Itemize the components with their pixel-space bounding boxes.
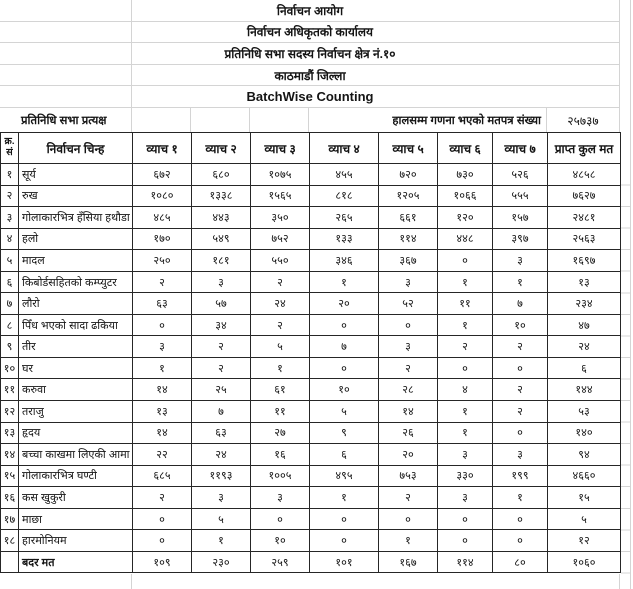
batch-3-value-cell: १० <box>251 530 310 552</box>
batch-3-value-cell: १६ <box>251 444 310 466</box>
batch-4-value-cell: १ <box>310 272 379 294</box>
batch-7-value-cell: १९९ <box>493 466 548 488</box>
batch-4-value-cell: ५ <box>310 401 379 423</box>
batch-7-value-cell: १५७ <box>493 207 548 229</box>
batch-2-value-cell: ४४३ <box>192 207 251 229</box>
batch-1-value-cell: ६७२ <box>133 164 192 186</box>
title-batchwise-counting <box>0 86 620 108</box>
title-election-office-text: निर्वाचन अधिकृतको कार्यालय <box>246 25 374 40</box>
batch-3-value-cell: १०७५ <box>251 164 310 186</box>
batch-2-value-cell: ३ <box>192 272 251 294</box>
serial-cell: १८ <box>1 530 19 552</box>
batch-6-value-cell: १ <box>438 401 493 423</box>
batch-1-value-cell: १ <box>133 358 192 380</box>
batch-3-value-cell: ११ <box>251 401 310 423</box>
total-value-cell: १४० <box>548 423 621 445</box>
symbol-name-cell: कस खुकुरी <box>19 487 133 509</box>
batch-7-value-cell: ३ <box>493 444 548 466</box>
header-batch-7: व्याच ७ <box>493 133 548 164</box>
symbol-name-cell: सूर्य <box>19 164 133 186</box>
batch-1-value-cell: २ <box>133 272 192 294</box>
batch-1-value-cell: ० <box>133 315 192 337</box>
info-serial-spacer <box>0 108 18 132</box>
batch-3-value-cell: ५५० <box>251 250 310 272</box>
total-value-cell: २३४ <box>548 293 621 315</box>
batch-2-value-cell: २४ <box>192 444 251 466</box>
batch-5-value-cell: ५२ <box>379 293 438 315</box>
batch-1-value-cell: १०९ <box>133 552 192 574</box>
title-election-commission <box>0 0 620 22</box>
batch-6-value-cell: ३३० <box>438 466 493 488</box>
batch-5-value-cell: ० <box>379 509 438 531</box>
total-value-cell: १०६० <box>548 552 621 574</box>
serial-cell: १ <box>1 164 19 186</box>
batch-3-value-cell: २ <box>251 272 310 294</box>
batch-5-value-cell: २ <box>379 358 438 380</box>
batch-5-value-cell: २ <box>379 487 438 509</box>
batch-4-value-cell: ९ <box>310 423 379 445</box>
batch-5-value-cell: ११४ <box>379 229 438 251</box>
batch-2-value-cell: ११९३ <box>192 466 251 488</box>
symbol-name-cell: किबोर्डसहितको कम्प्युटर <box>19 272 133 294</box>
serial-cell: ६ <box>1 272 19 294</box>
batch-7-value-cell: ३ <box>493 250 548 272</box>
batch-4-value-cell: ० <box>310 358 379 380</box>
symbol-name-cell: घर <box>19 358 133 380</box>
batch-7-value-cell: ५२६ <box>493 164 548 186</box>
batch-4-value-cell: ३४६ <box>310 250 379 272</box>
header-serial-line1: क्र. <box>4 136 15 148</box>
title-batchwise-counting-text: BatchWise Counting <box>246 89 374 105</box>
total-value-cell: ६ <box>548 358 621 380</box>
batch-7-value-cell: ० <box>493 509 548 531</box>
header-serial <box>1 133 19 164</box>
symbol-name-cell: हृदय <box>19 423 133 445</box>
title-election-office <box>0 22 620 44</box>
batch-5-value-cell: ६६१ <box>379 207 438 229</box>
info-empty-cell-2 <box>191 108 250 132</box>
batch-3-value-cell: २४ <box>251 293 310 315</box>
batch-1-value-cell: १४ <box>133 379 192 401</box>
info-row <box>0 108 620 132</box>
header-total-votes: प्राप्त कुल मत <box>548 133 621 164</box>
serial-cell: ९ <box>1 336 19 358</box>
batch-1-value-cell: २ <box>133 487 192 509</box>
batch-4-value-cell: ४५५ <box>310 164 379 186</box>
total-value-cell: ५ <box>548 509 621 531</box>
total-value-cell: ७६२७ <box>548 186 621 208</box>
batch-1-value-cell: ६३ <box>133 293 192 315</box>
batch-1-value-cell: १३ <box>133 401 192 423</box>
batch-2-value-cell: ३४ <box>192 315 251 337</box>
batch-2-value-cell: ६३ <box>192 423 251 445</box>
batch-4-value-cell: ० <box>310 509 379 531</box>
serial-cell: ७ <box>1 293 19 315</box>
batch-5-value-cell: ७२० <box>379 164 438 186</box>
total-value-cell: ५३ <box>548 401 621 423</box>
info-empty-cell-1 <box>132 108 191 132</box>
symbol-name-cell: तराजु <box>19 401 133 423</box>
batch-7-value-cell: ७ <box>493 293 548 315</box>
batch-2-value-cell: १ <box>192 530 251 552</box>
ballots-counted-label: हालसम्म गणना भएको मतपत्र संख्या <box>309 108 547 132</box>
batch-6-value-cell: १ <box>438 272 493 294</box>
total-value-cell: ४६६० <box>548 466 621 488</box>
batch-7-value-cell: ५५५ <box>493 186 548 208</box>
total-value-cell: ९४ <box>548 444 621 466</box>
total-value-cell: १६९७ <box>548 250 621 272</box>
batch-2-value-cell: ५ <box>192 509 251 531</box>
ballots-counted-value: २५७३७ <box>547 108 620 132</box>
batch-7-value-cell: ० <box>493 530 548 552</box>
batch-5-value-cell: ० <box>379 315 438 337</box>
batch-3-value-cell: ३५० <box>251 207 310 229</box>
batch-1-value-cell: ० <box>133 509 192 531</box>
symbol-name-cell: रुख <box>19 186 133 208</box>
batch-2-value-cell: २५ <box>192 379 251 401</box>
symbol-name-cell: करुवा <box>19 379 133 401</box>
batch-6-value-cell: १ <box>438 423 493 445</box>
batch-1-value-cell: ४८५ <box>133 207 192 229</box>
header-batch-6: व्याच ६ <box>438 133 493 164</box>
header-batch-1: व्याच १ <box>133 133 192 164</box>
gridline-vertical-left-top <box>131 0 132 108</box>
serial-cell: १४ <box>1 444 19 466</box>
title-district <box>0 65 620 87</box>
header-batch-3: व्याच ३ <box>251 133 310 164</box>
batch-1-value-cell: १०८० <box>133 186 192 208</box>
batch-5-value-cell: १४ <box>379 401 438 423</box>
batch-3-value-cell: १५६५ <box>251 186 310 208</box>
batch-6-value-cell: ० <box>438 509 493 531</box>
batch-2-value-cell: २३० <box>192 552 251 574</box>
batch-5-value-cell: १ <box>379 530 438 552</box>
batch-6-value-cell: १०६६ <box>438 186 493 208</box>
serial-cell: १७ <box>1 509 19 531</box>
symbol-name-cell: गोलाकारभित्र हँसिया हथौडा <box>19 207 133 229</box>
batch-4-value-cell: ० <box>310 530 379 552</box>
serial-cell: ११ <box>1 379 19 401</box>
batch-5-value-cell: १६७ <box>379 552 438 574</box>
batch-3-value-cell: ५ <box>251 336 310 358</box>
batch-5-value-cell: २८ <box>379 379 438 401</box>
header-batch-5: व्याच ५ <box>379 133 438 164</box>
symbol-name-cell: मादल <box>19 250 133 272</box>
batch-2-value-cell: १३३८ <box>192 186 251 208</box>
batch-6-value-cell: ० <box>438 358 493 380</box>
gridline-vertical-right-bottom <box>619 574 620 589</box>
symbol-name-cell: हलो <box>19 229 133 251</box>
invalid-votes-label: बदर मत <box>19 552 133 574</box>
batch-3-value-cell: ३ <box>251 487 310 509</box>
serial-cell: ४ <box>1 229 19 251</box>
batch-1-value-cell: ६८५ <box>133 466 192 488</box>
batch-1-value-cell: १७० <box>133 229 192 251</box>
serial-cell: १६ <box>1 487 19 509</box>
batch-6-value-cell: ० <box>438 530 493 552</box>
batch-6-value-cell: १ <box>438 315 493 337</box>
title-election-commission-text: निर्वाचन आयोग <box>276 3 344 18</box>
batch-6-value-cell: ३ <box>438 487 493 509</box>
batch-5-value-cell: ३ <box>379 272 438 294</box>
title-block <box>0 0 620 108</box>
batch-7-value-cell: ३९७ <box>493 229 548 251</box>
batch-4-value-cell: ४९५ <box>310 466 379 488</box>
batch-4-value-cell: ८१८ <box>310 186 379 208</box>
batch-6-value-cell: ३ <box>438 444 493 466</box>
serial-cell: ८ <box>1 315 19 337</box>
batch-3-value-cell: १ <box>251 358 310 380</box>
batch-4-value-cell: १ <box>310 487 379 509</box>
batch-2-value-cell: ५४९ <box>192 229 251 251</box>
batch-2-value-cell: ५७ <box>192 293 251 315</box>
batch-6-value-cell: ११ <box>438 293 493 315</box>
info-empty-cell-3 <box>250 108 309 132</box>
batch-4-value-cell: २० <box>310 293 379 315</box>
serial-cell: १५ <box>1 466 19 488</box>
batch-6-value-cell: २ <box>438 336 493 358</box>
batch-5-value-cell: २६ <box>379 423 438 445</box>
batch-7-value-cell: १ <box>493 487 548 509</box>
serial-cell: १० <box>1 358 19 380</box>
batch-7-value-cell: १ <box>493 272 548 294</box>
total-value-cell: १४४ <box>548 379 621 401</box>
header-batch-4: व्याच ४ <box>310 133 379 164</box>
serial-cell <box>1 552 19 574</box>
batch-3-value-cell: २५९ <box>251 552 310 574</box>
batch-2-value-cell: १८१ <box>192 250 251 272</box>
batch-7-value-cell: ८० <box>493 552 548 574</box>
batch-2-value-cell: २ <box>192 336 251 358</box>
batch-3-value-cell: ७५२ <box>251 229 310 251</box>
batch-7-value-cell: २ <box>493 379 548 401</box>
batch-1-value-cell: ० <box>133 530 192 552</box>
batch-3-value-cell: २ <box>251 315 310 337</box>
gridline-vertical-left-bottom <box>131 574 132 589</box>
title-district-text: काठमाडौं जिल्ला <box>274 68 346 83</box>
batch-4-value-cell: १०१ <box>310 552 379 574</box>
total-value-cell: ४७ <box>548 315 621 337</box>
total-value-cell: २४८१ <box>548 207 621 229</box>
batch-6-value-cell: १२० <box>438 207 493 229</box>
total-value-cell: २५६३ <box>548 229 621 251</box>
batch-7-value-cell: ० <box>493 358 548 380</box>
serial-cell: १३ <box>1 423 19 445</box>
serial-cell: ३ <box>1 207 19 229</box>
serial-cell: २ <box>1 186 19 208</box>
batch-3-value-cell: १००५ <box>251 466 310 488</box>
symbol-name-cell: तीर <box>19 336 133 358</box>
batch-4-value-cell: १३३ <box>310 229 379 251</box>
batch-7-value-cell: २ <box>493 401 548 423</box>
batch-1-value-cell: ३ <box>133 336 192 358</box>
gridline-vertical-right-top <box>619 0 620 108</box>
batch-5-value-cell: ७५३ <box>379 466 438 488</box>
total-value-cell: १५ <box>548 487 621 509</box>
batch-1-value-cell: १४ <box>133 423 192 445</box>
batch-5-value-cell: २० <box>379 444 438 466</box>
header-symbol: निर्वाचन चिन्ह <box>19 133 133 164</box>
batch-1-value-cell: २५० <box>133 250 192 272</box>
gridline-vertical-right-edge <box>630 0 631 589</box>
symbol-name-cell: गोलाकारभित्र घण्टी <box>19 466 133 488</box>
batch-3-value-cell: २७ <box>251 423 310 445</box>
total-value-cell: १२ <box>548 530 621 552</box>
symbol-name-cell: पिँध भएको सादा ढकिया <box>19 315 133 337</box>
vote-table <box>0 132 621 573</box>
batch-3-value-cell: ६१ <box>251 379 310 401</box>
serial-cell: १२ <box>1 401 19 423</box>
symbol-name-cell: बच्चा काखमा लिएकी आमा <box>19 444 133 466</box>
batch-6-value-cell: ४४८ <box>438 229 493 251</box>
symbol-name-cell: हारमोनियम <box>19 530 133 552</box>
batch-7-value-cell: २ <box>493 336 548 358</box>
header-batch-2: व्याच २ <box>192 133 251 164</box>
batch-5-value-cell: ३ <box>379 336 438 358</box>
total-value-cell: २४ <box>548 336 621 358</box>
batch-4-value-cell: ७ <box>310 336 379 358</box>
batch-4-value-cell: ० <box>310 315 379 337</box>
batch-4-value-cell: ६ <box>310 444 379 466</box>
batch-5-value-cell: ३६७ <box>379 250 438 272</box>
batch-2-value-cell: २ <box>192 358 251 380</box>
batch-6-value-cell: ० <box>438 250 493 272</box>
title-constituency-text: प्रतिनिधि सभा सदस्य निर्वाचन क्षेत्र नं.१० <box>224 46 396 61</box>
batch-2-value-cell: ३ <box>192 487 251 509</box>
batch-2-value-cell: ६८० <box>192 164 251 186</box>
gridlines-right-margin <box>621 164 630 574</box>
symbol-name-cell: लौरो <box>19 293 133 315</box>
batch-1-value-cell: २२ <box>133 444 192 466</box>
batch-7-value-cell: ० <box>493 423 548 445</box>
total-value-cell: ४८५८ <box>548 164 621 186</box>
title-constituency <box>0 43 620 65</box>
serial-cell: ५ <box>1 250 19 272</box>
batch-6-value-cell: ११४ <box>438 552 493 574</box>
batch-2-value-cell: ७ <box>192 401 251 423</box>
batch-6-value-cell: ४ <box>438 379 493 401</box>
batch-6-value-cell: ७३० <box>438 164 493 186</box>
batch-4-value-cell: १० <box>310 379 379 401</box>
header-serial-line2: सं <box>6 147 13 158</box>
batch-7-value-cell: १० <box>493 315 548 337</box>
batch-4-value-cell: २६५ <box>310 207 379 229</box>
total-value-cell: १३ <box>548 272 621 294</box>
symbol-name-cell: माछा <box>19 509 133 531</box>
direct-election-label: प्रतिनिधि सभा प्रत्यक्ष <box>18 108 132 132</box>
batch-5-value-cell: १२०५ <box>379 186 438 208</box>
batch-3-value-cell: ० <box>251 509 310 531</box>
